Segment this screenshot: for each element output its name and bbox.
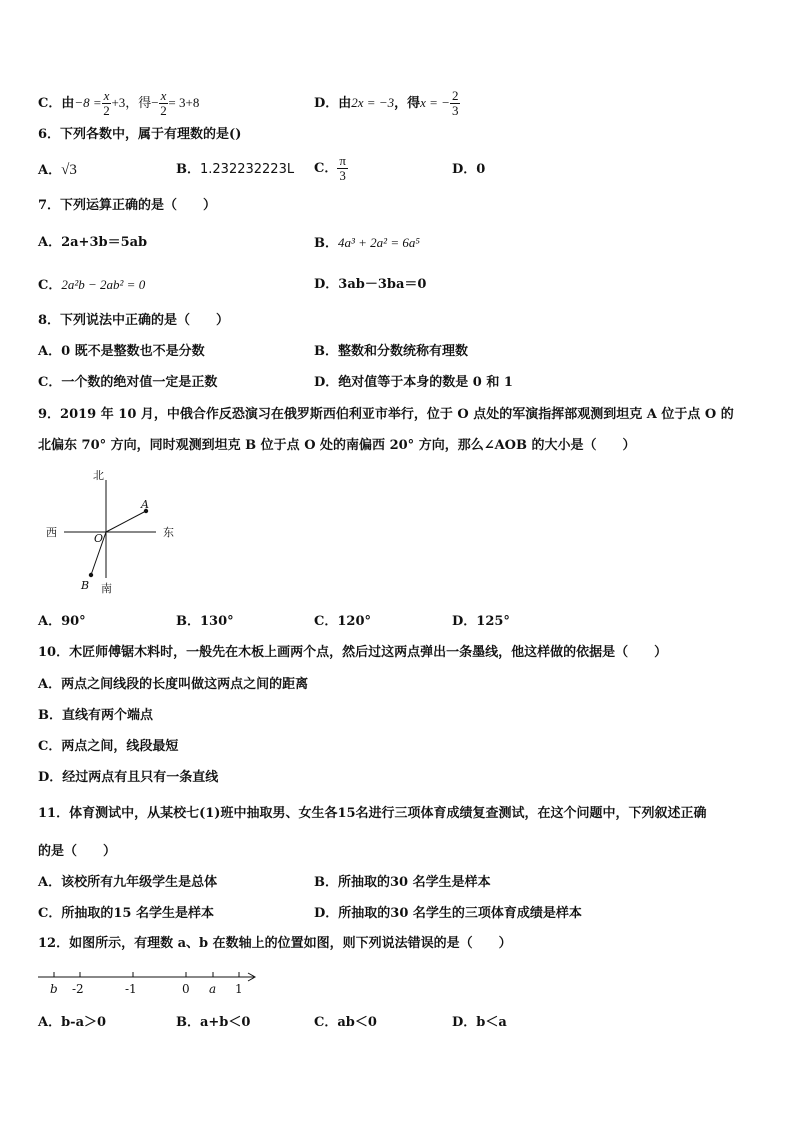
q11-stem-line2: 的是（ ） [38,844,117,859]
q11-stem-line1: 11．体育测试中，从某校七(1)班中抽取男、女生各15名进行三项体育成绩复查测试，在这个问题中，下列叙述正确 [38,806,707,821]
option-c-eq1-right: +3，得 [111,95,152,110]
q11-option-b: B．所抽取的30 名学生是样本 [314,875,491,890]
row0-option-c [38,86,199,120]
label-minus-1: -1 [125,982,137,996]
q9-stem-line1: 9．2019 年 10 月，中俄合作反恐演习在俄罗斯西伯利亚市举行，位于 O 点处的军演指挥部观测到坦克 A 位于点 O 的 [38,407,734,422]
label-b: B [81,579,90,592]
repeating-decimal-value: 1.232232223L [200,162,295,177]
option-d-eq: 2x = −3 [351,95,395,110]
q7-option-a: A．2a+3b＝5ab [38,235,148,250]
option-c-fraction-1: $\frac{x}{2}$ [103,88,110,118]
option-d-fraction: $\frac{2}{3}$ [451,88,459,118]
label-a: A [141,498,149,511]
point-b [89,573,93,577]
q9-option-c: C．120° [314,614,371,629]
q10-option-d: D．经过两点有且只有一条直线 [38,770,219,785]
label-east: 东 [163,526,174,539]
ray-oa [106,511,146,532]
q6-option-c: C． $\frac{\pi}{3}$ [314,153,346,183]
q8-option-a: A．0 既不是整数也不是分数 [38,344,205,359]
q12-option-a: A．b-a＞0 [38,1015,107,1030]
q7-option-b-expression: 4a³ + 2a² = 6a⁵ [338,235,420,250]
q9-stem-line2: 北偏东 70° 方向，同时观测到坦克 B 位于点 O 处的南偏西 20° 方向，那么∠AOB 的大小是（ ） [38,438,636,453]
pi-over-3-fraction: $\frac{\pi}{3}$ [339,153,346,183]
q11-option-c: C．所抽取的15 名学生是样本 [38,906,214,921]
option-d-label: D．由 [314,96,352,111]
label-south: 南 [101,582,112,594]
sqrt3-value: √3 [61,162,77,178]
label-north: 北 [93,469,104,482]
q6-option-d: D．0 [452,162,486,177]
option-d-x: x = − [420,95,450,110]
q8-stem: 8．下列说法中正确的是（ ） [38,313,230,328]
option-c-eq1-left: −8 = [74,95,102,110]
row0-option-d [314,86,460,120]
q7-option-c: C．2a²b − 2ab² = 0 [38,277,146,293]
q12-option-b: B．a+b＜0 [176,1015,251,1030]
q12-option-d: D．b＜a [452,1015,507,1030]
q7-stem: 7．下列运算正确的是（ ） [38,198,217,213]
q12-stem: 12．如图所示，有理数 a、b 在数轴上的位置如图，则下列说法错误的是（ ） [38,936,512,951]
q10-stem: 10．木匠师傅锯木料时，一般先在木板上画两个点，然后过这两点弹出一条墨线，他这样做的依据是（ ） [38,645,668,660]
q9-option-a: A．90° [38,614,86,629]
label-o: O [94,532,104,545]
q6-option-a: A．√3 [38,162,77,178]
q10-option-c: C．两点之间，线段最短 [38,739,179,754]
option-c-label: C．由 [38,96,75,111]
q12-number-line [36,968,266,998]
q6-stem: 6．下列各数中，属于有理数的是() [38,127,242,142]
q7-option-c-expression: 2a²b − 2ab² = 0 [61,277,146,292]
q11-option-d: D．所抽取的30 名学生的三项体育成绩是样本 [314,906,582,921]
label-a: a [209,982,217,996]
q7-option-b: B．4a³ + 2a² = 6a⁵ [314,235,420,251]
q8-option-b: B．整数和分数统称有理数 [314,344,468,359]
q10-option-a: A．两点之间线段的长度叫做这两点之间的距离 [38,677,309,692]
q12-option-c: C．ab＜0 [314,1015,377,1030]
label-zero: 0 [182,982,190,996]
label-minus-2: -2 [72,982,84,996]
q9-option-d: D．125° [452,614,510,629]
label-west: 西 [46,526,57,539]
q8-option-d: D．绝对值等于本身的数是 0 和 1 [314,375,513,390]
q9-direction-figure [44,466,194,594]
q11-option-a: A．该校所有九年级学生是总体 [38,875,218,890]
label-one: 1 [235,982,243,996]
q8-option-c: C．一个数的绝对值一定是正数 [38,375,218,390]
option-c-eq2-right: = 3+8 [168,95,200,110]
label-b: b [50,982,58,996]
option-d-mid: ，得 [394,96,421,111]
option-c-minus: − [151,95,159,110]
q7-option-d: D．3ab－3ba＝0 [314,277,427,292]
q9-option-b: B．130° [176,614,234,629]
q6-option-b: B．1.232232223L [176,162,295,177]
option-c-fraction-2: $\frac{x}{2}$ [160,88,167,118]
q10-option-b: B．直线有两个端点 [38,708,153,723]
